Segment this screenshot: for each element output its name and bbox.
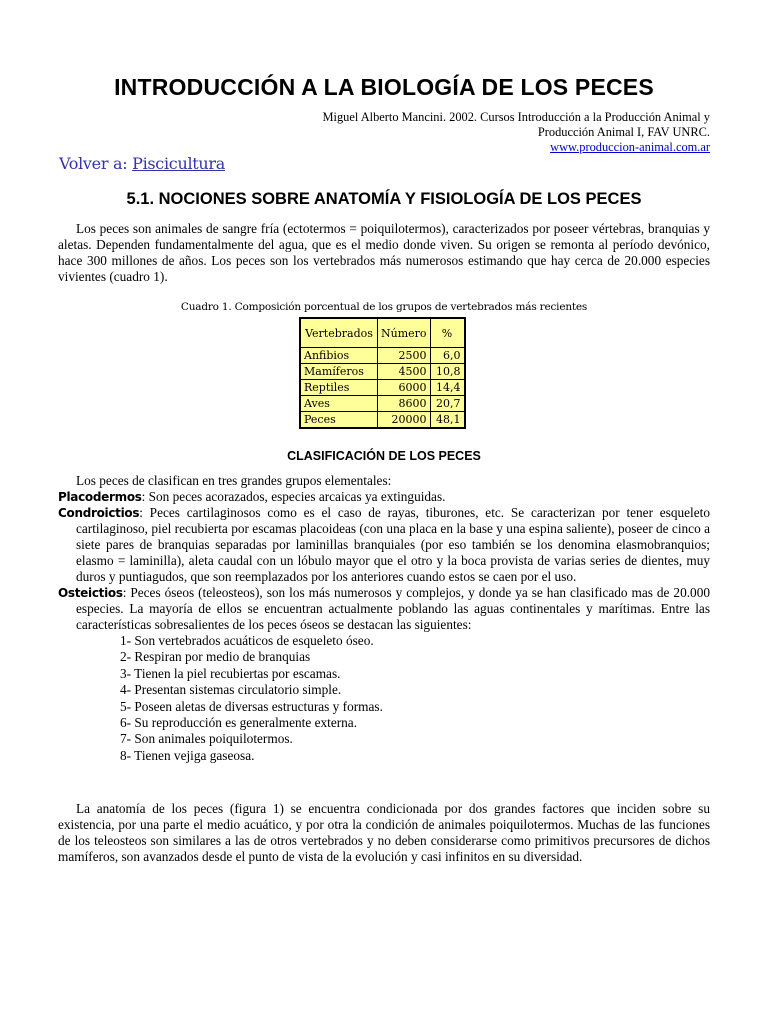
list-item: 5- Poseen aletas de diversas estructuras y formas. xyxy=(120,698,383,714)
page-title: INTRODUCCIÓN A LA BIOLOGÍA DE LOS PECES xyxy=(114,74,654,100)
author-line-2: Producción Animal I, FAV UNRC. xyxy=(537,125,710,139)
table-cell-group: Reptiles xyxy=(300,380,378,396)
list-item: 1- Son vertebrados acuáticos de esqueleto óseo. xyxy=(120,633,374,648)
table-caption: Cuadro 1. Composición porcentual de los grupos de vertebrados más recientes xyxy=(180,301,588,313)
table-cell-group: Aves xyxy=(300,396,378,412)
osteictios-characteristics-list xyxy=(58,633,710,764)
osteictios-term: Osteictios xyxy=(58,586,123,600)
osteictios-entry xyxy=(58,585,710,633)
list-item: 8- Tienen vejiga gaseosa. xyxy=(120,747,255,763)
header-vertebrados: Vertebrados xyxy=(300,318,378,348)
table-row xyxy=(300,412,465,429)
table-cell-group: Anfibios xyxy=(300,348,378,364)
header-numero: Número xyxy=(378,318,431,348)
piscicultura-link[interactable]: Piscicultura xyxy=(132,154,225,173)
website-link[interactable]: www.produccion-animal.com.ar xyxy=(550,140,710,154)
classification-section xyxy=(58,473,710,764)
table-cell-percent: 20,7 xyxy=(430,396,465,412)
placodermos-entry xyxy=(58,489,710,505)
author-info xyxy=(240,110,710,155)
osteictios-text: : Peces óseos (teleosteos), son los más numerosos y complejos, y donde ya se han clasificado mas de 20.000 especies. La mayoría de ellos se encuentran actualmente poblando las aguas continentales y marítimas. Entre las características sobresalientes de los peces óseos se destacan las siguientes: xyxy=(76,585,710,632)
intro-paragraph: Los peces son animales de sangre fría (ectotermos = poiquilotermos), caracterizados por poseer vértebras, branquias y aletas. Dependen fundamentalmente del agua, que es el medio donde viven. Su origen se remonta al período devónico, hace 300 millones de años. Los peces son los vertebrados más numerosos estimando que hay cerca de 20.000 especies vivientes (cuadro 1). xyxy=(58,221,710,284)
table-cell-group: Peces xyxy=(300,412,378,429)
list-item: 6- Su reproducción es generalmente externa. xyxy=(120,715,358,731)
condroictios-text: : Peces cartilaginosos como es el caso de rayas, tiburones, etc. Se caracterizan por tener esqueleto cartilaginoso, piel recubierta por escamas placoideas (con una placa en la base y una espina saliente), poseer de cinco a siete pares de branquias separadas por laminillas branquiales (por eso también se los denomina elasmobranquios; elasmo = laminilla), aleta caudal con un lóbulo mayor que el otro y la boca provista de varias series de dientes, muy duros y puntiagudos, que son reemplazados por los anteriores cuando estos se caen por el uso. xyxy=(76,505,710,584)
condroictios-entry xyxy=(58,505,710,585)
table-cell-percent: 14,4 xyxy=(430,380,465,396)
table-cell-number: 20000 xyxy=(378,412,431,429)
list-item: 4- Presentan sistemas circulatorio simple. xyxy=(120,682,342,698)
placodermos-term: Placodermos xyxy=(58,490,142,504)
table-cell-group: Mamíferos xyxy=(300,364,378,380)
anatomy-paragraph: La anatomía de los peces (figura 1) se encuentra condicionada por dos grandes factores que inciden sobre su existencia, por una parte el medio acuático, y por otra la condición de animales poiquilotermos. Muchas de las funciones de los teleosteos son similares a las de otros vertebrados y no deben considerarse como primitivos precursores de dichos mamíferos, son avanzados desde el punto de vista de la evolución y casi infinitos en su diversidad. xyxy=(58,801,710,864)
table-row xyxy=(300,364,465,380)
vertebrate-table xyxy=(299,317,466,429)
table-cell-number: 4500 xyxy=(378,364,431,380)
table-cell-percent: 48,1 xyxy=(430,412,465,429)
table-row xyxy=(300,380,465,396)
back-navigation xyxy=(59,154,225,173)
table-cell-percent: 10,8 xyxy=(430,364,465,380)
table-cell-number: 8600 xyxy=(378,396,431,412)
table-cell-number: 2500 xyxy=(378,348,431,364)
list-item: 7- Son animales poiquilotermos. xyxy=(120,731,293,747)
header-percent: % xyxy=(430,318,465,348)
volver-label: Volver a: xyxy=(59,154,128,173)
classification-heading: CLASIFICACIÓN DE LOS PECES xyxy=(287,449,481,463)
table-cell-number: 6000 xyxy=(378,380,431,396)
classification-intro: Los peces de clasifican en tres grandes grupos elementales: xyxy=(76,473,392,488)
author-line-1: Miguel Alberto Mancini. 2002. Cursos Introducción a la Producción Animal y xyxy=(322,110,710,124)
table-cell-percent: 6,0 xyxy=(430,348,465,364)
section-heading: 5.1. NOCIONES SOBRE ANATOMÍA Y FISIOLOGÍA DE LOS PECES xyxy=(126,190,642,208)
list-item: 2- Respiran por medio de branquias xyxy=(120,649,311,665)
placodermos-text: : Son peces acorazados, especies arcaicas ya extinguidas. xyxy=(141,489,446,504)
condroictios-term: Condroictios xyxy=(58,506,140,520)
table-header-row xyxy=(300,318,465,348)
list-item: 3- Tienen la piel recubiertas por escamas. xyxy=(120,665,341,681)
table-row xyxy=(300,396,465,412)
table-row xyxy=(300,348,465,364)
